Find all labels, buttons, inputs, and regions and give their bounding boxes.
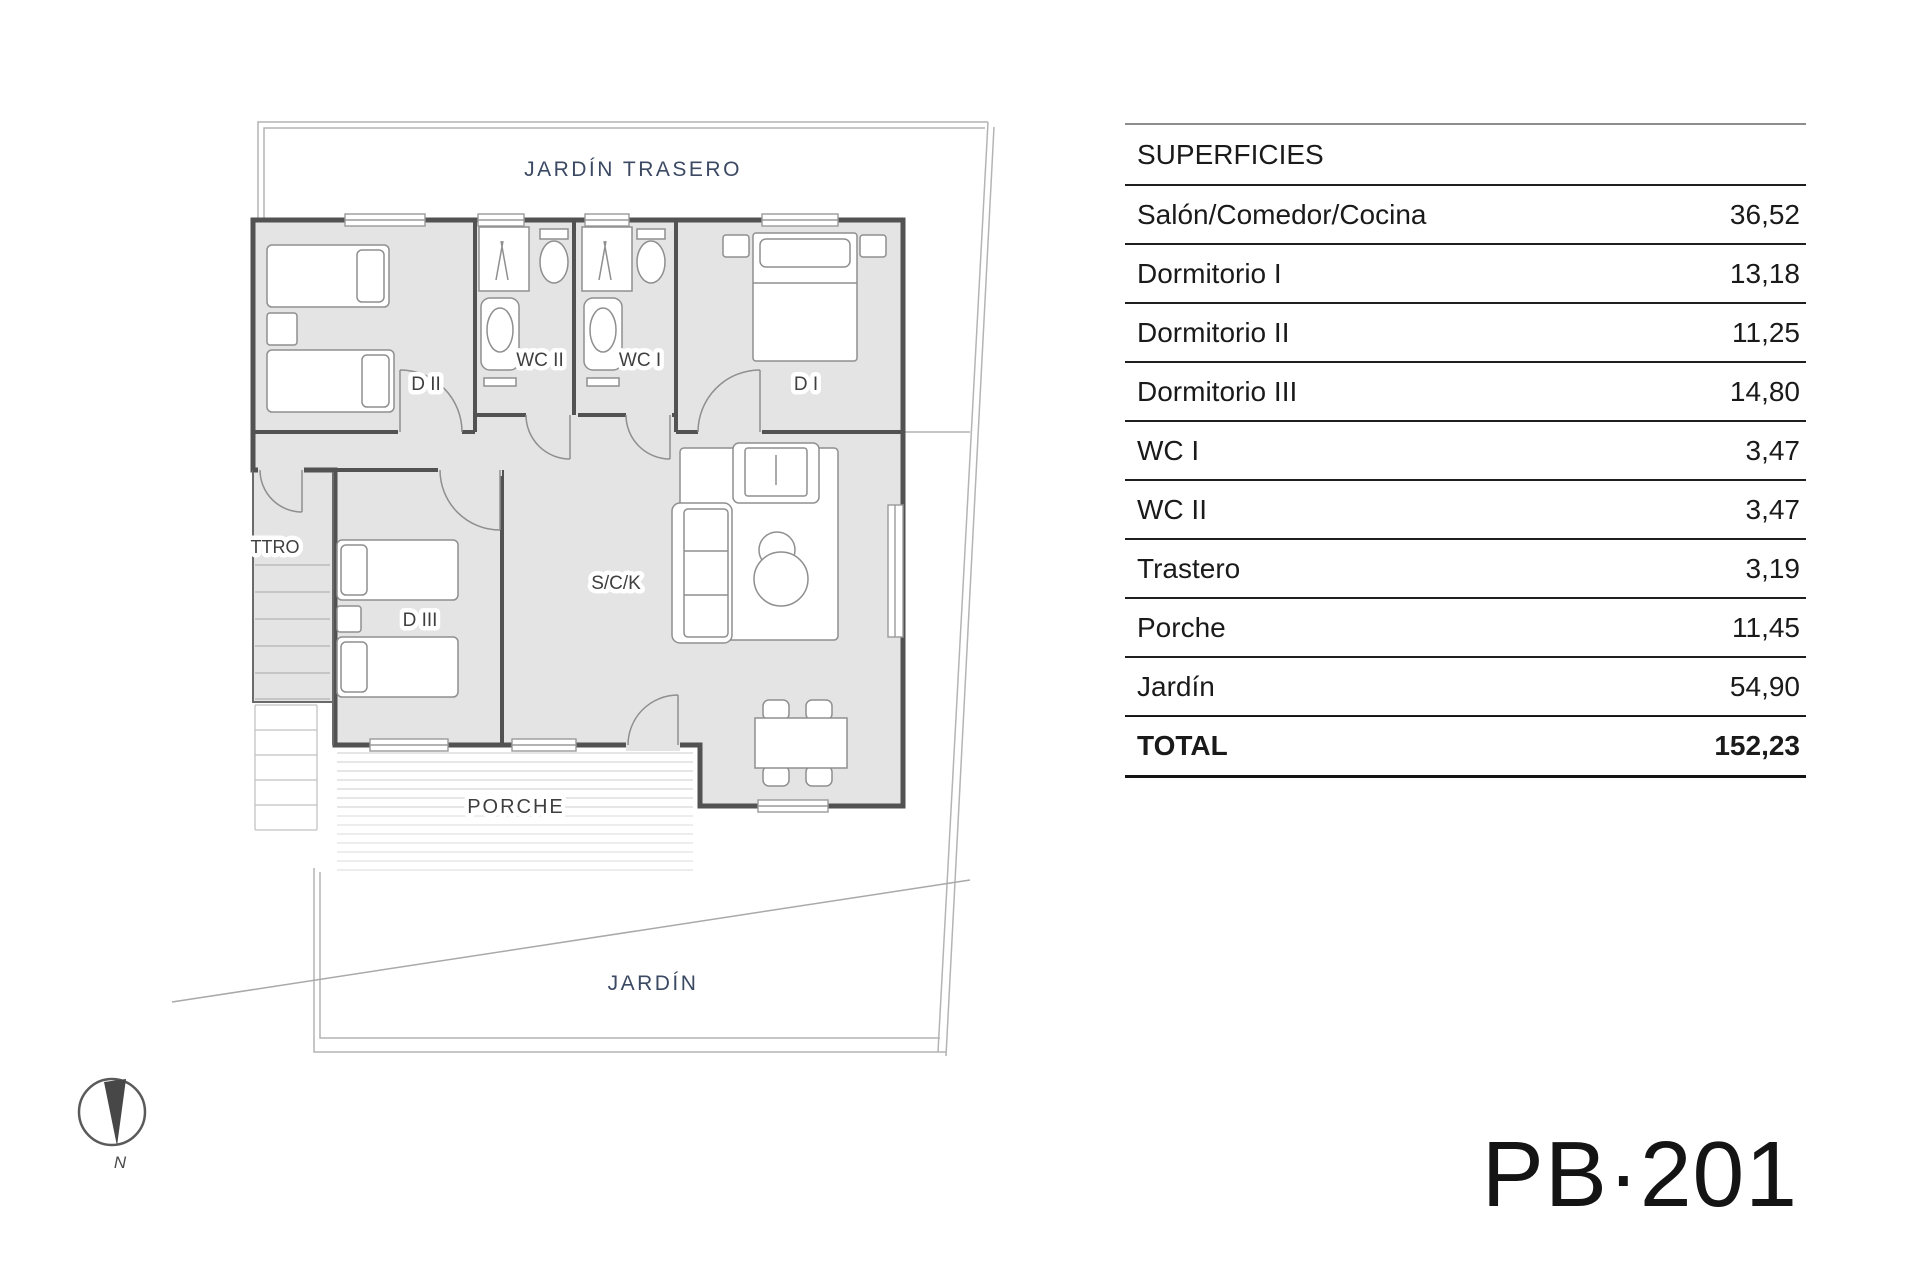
table-total-row: [1125, 716, 1806, 778]
bed-d1-pillow: [760, 239, 850, 267]
plot-diagonal-line: [172, 880, 970, 1002]
label-d1: D I: [793, 374, 819, 395]
exterior-steps: [255, 705, 317, 830]
label-wc2: WC II: [516, 350, 564, 371]
toilet-wc2-bowl: [540, 241, 568, 283]
row-value: 11,25: [1732, 316, 1800, 348]
nightstand-d2: [267, 313, 297, 345]
row-label: Porche: [1137, 611, 1226, 643]
toilet-wc1-bowl: [637, 241, 665, 283]
sink-wc2-basin: [487, 308, 513, 352]
north-arrow-icon: [104, 1079, 126, 1146]
dining-chair: [806, 700, 832, 720]
row-label: Dormitorio II: [1137, 316, 1290, 348]
table-row: [1125, 245, 1806, 304]
bed-d2-1-pillow: [357, 250, 384, 302]
label-sck: S/C/K: [591, 573, 641, 594]
label-d3: D III: [402, 610, 438, 631]
row-value: 54,90: [1729, 670, 1800, 702]
row-label: Dormitorio III: [1137, 375, 1298, 407]
table-row: [1125, 422, 1806, 481]
table-row: [1125, 363, 1806, 422]
compass-north-label: N: [113, 1153, 127, 1172]
label-d2: D II: [411, 374, 441, 395]
row-value: 3,47: [1745, 493, 1800, 525]
toilet-wc2-tank: [540, 229, 568, 239]
row-value: 11,45: [1732, 611, 1800, 643]
row-label: Jardín: [1137, 670, 1215, 702]
label-porche: PORCHE: [467, 796, 565, 818]
dining-chair: [763, 700, 789, 720]
dining-table: [755, 718, 847, 768]
toilet-wc1-tank: [637, 229, 665, 239]
row-value: 3,19: [1745, 552, 1800, 584]
table-header-row: [1125, 125, 1806, 186]
row-value: 3,47: [1745, 434, 1800, 466]
nightstand-d1-left: [723, 235, 749, 257]
dining-chair: [806, 766, 832, 786]
bed-d3-1-pillow: [341, 545, 367, 595]
nightstand-d1-right: [860, 235, 886, 257]
table-row: [1125, 304, 1806, 363]
table-row: [1125, 481, 1806, 540]
sink-wc1-shelf: [587, 378, 619, 386]
sofa-seat: [684, 509, 728, 637]
table-row: [1125, 599, 1806, 658]
label-jardin: JARDÍN: [607, 972, 699, 995]
table-title: SUPERFICIES: [1137, 138, 1324, 170]
total-label: TOTAL: [1137, 730, 1228, 761]
row-label: Salón/Comedor/Cocina: [1137, 198, 1427, 230]
plan-code: PB·201: [1481, 1122, 1798, 1226]
bed-d2-2-pillow: [362, 355, 389, 407]
row-label: WC I: [1137, 434, 1200, 466]
label-wc1: WC I: [618, 350, 662, 371]
superficies-table: [1125, 123, 1806, 778]
nightstand-d3: [337, 606, 361, 632]
row-value: 14,80: [1729, 375, 1800, 407]
label-ttro: TTRO: [250, 537, 300, 557]
row-label: Dormitorio I: [1137, 257, 1282, 289]
row-label: Trastero: [1137, 552, 1241, 584]
superficies-rows: [1125, 186, 1806, 717]
total-value: 152,23: [1714, 730, 1800, 761]
table-row: [1125, 540, 1806, 599]
label-jardin-trasero: JARDÍN TRASERO: [524, 158, 742, 181]
north-compass: [79, 1079, 145, 1172]
dining-chair: [763, 766, 789, 786]
sink-wc2-shelf: [484, 378, 516, 386]
bed-d3-2-pillow: [341, 642, 367, 692]
row-value: 36,52: [1729, 198, 1800, 230]
row-label: WC II: [1137, 493, 1207, 525]
side-table-large: [754, 552, 808, 606]
table-row: [1125, 658, 1806, 717]
table-row: [1125, 186, 1806, 245]
row-value: 13,18: [1729, 257, 1800, 289]
sink-wc1-basin: [590, 308, 616, 352]
